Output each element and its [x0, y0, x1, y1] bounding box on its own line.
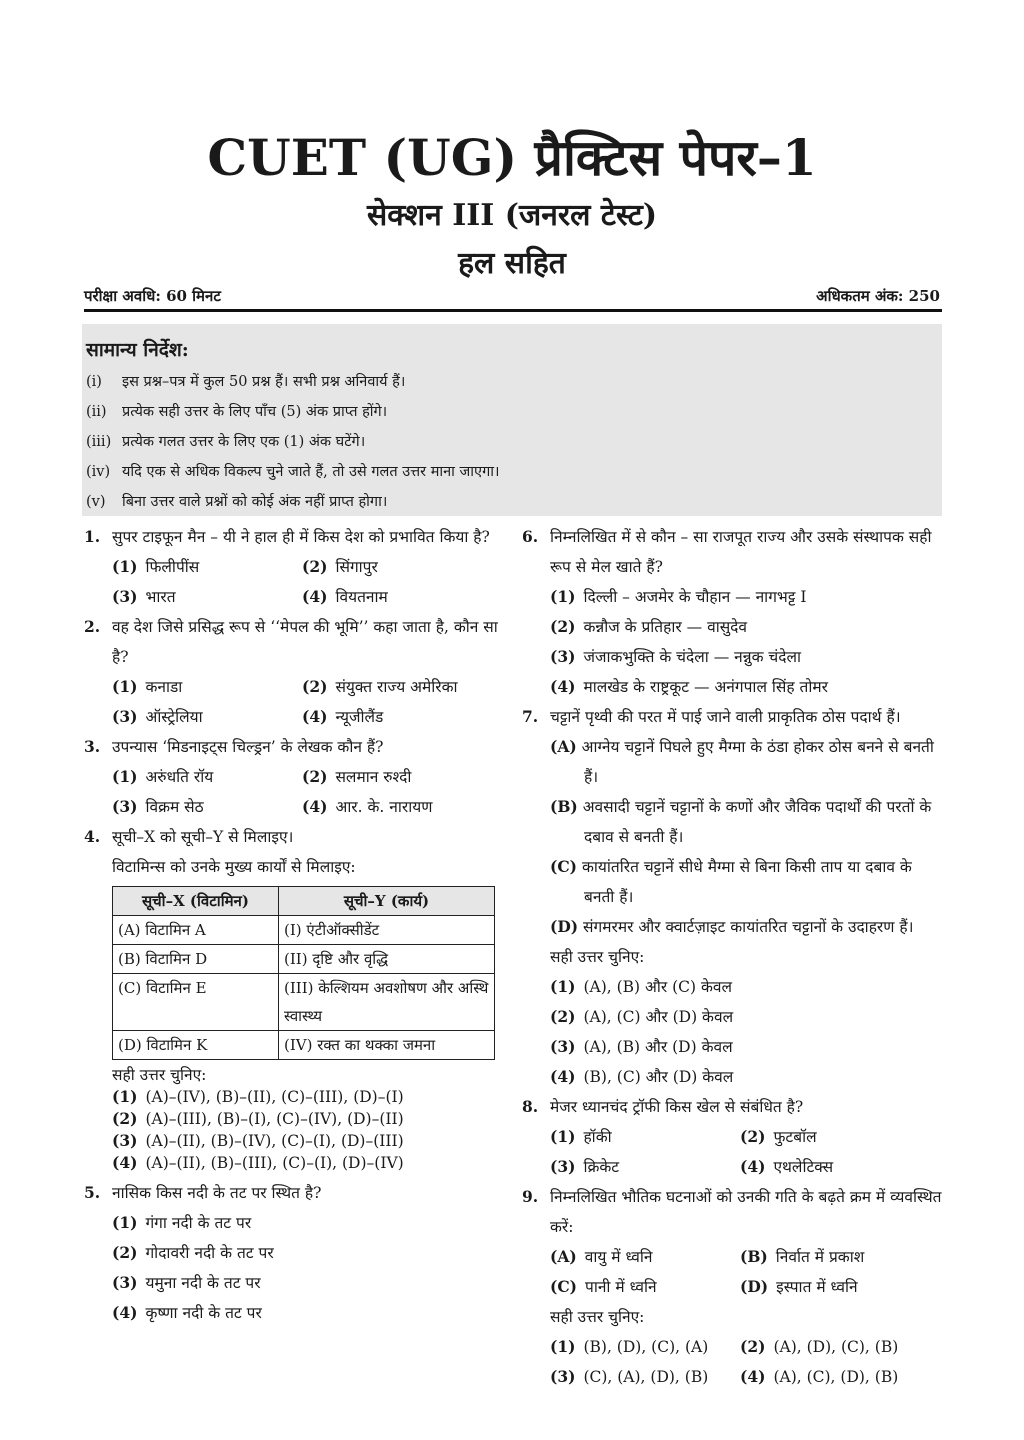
exam-duration: परीक्षा अवधि: 60 मिनट [84, 287, 221, 305]
table-header: सूची–Y (कार्य) [279, 887, 495, 916]
option[interactable]: (2) (A), (C) और (D) केवल [550, 1007, 734, 1026]
option[interactable]: (2) गोदावरी नदी के तट पर [112, 1243, 274, 1262]
question-9: 9. निम्नलिखित भौतिक घटनाओं को उनकी गति के बढ़ते क्रम में व्यवस्थित करें: (A) वायु में ध्वनि (B) निर्वात में प्रकाश (C) पानी में ध्वनि (D) इस्पात में ध्वनि सही उत्तर चुनिए: (1) (B), (D), (C), (A) (2) (A), (D), (C), (B) (3) (C), (A), (D), (B) (4) (A), (C), (D), (B) [522, 1182, 946, 1392]
option[interactable]: (4) मालखेड के राष्ट्रकूट — अनंगपाल सिंह तोमर [550, 677, 828, 696]
question-text: नासिक किस नदी के तट पर स्थित है? [112, 1184, 322, 1202]
option[interactable]: (4) कृष्णा नदी के तट पर [112, 1303, 262, 1322]
option[interactable]: (3) क्रिकेट [550, 1157, 620, 1176]
option[interactable]: (3) (A), (B) और (D) केवल [550, 1037, 733, 1056]
option[interactable]: (1) (A)–(IV), (B)–(II), (C)–(III), (D)–(I) [112, 1087, 404, 1106]
question-7: 7. चट्टानें पृथ्वी की परत में पाई जाने वाली प्राकृतिक ठोस पदार्थ हैं। (A) आग्नेय चट्टानें पिघले हुए मैग्मा के ठंडा होकर ठोस बनने से बनती हैं। (B) अवसादी चट्टानें चट्टानों के कणों और जैविक पदार्थों की परतों के दबाव से बनती हैं। (C) कायांतरित चट्टानें सीधे मैग्मा से बिना किसी ताप या दबाव के बनती हैं। (D) संगमरमर और क्वार्टज़ाइट कायांतरित चट्टानों के उदाहरण हैं। सही उत्तर चुनिए: (1) (A), (B) और (C) केवल (2) (A), (C) और (D) केवल (3) (A), (B) और (D) केवल (4) (B), (C) और (D) केवल [522, 702, 946, 1092]
option[interactable]: (1) हॉकी [550, 1127, 612, 1146]
instruction-item: (ii) प्रत्येक सही उत्तर के लिए पाँच (5) अंक प्राप्त होंगे। [86, 404, 388, 420]
item: (A) वायु में ध्वनि [550, 1247, 653, 1266]
option[interactable]: (2) संयुक्त राज्य अमेरिका [302, 677, 458, 696]
item: (B) निर्वात में प्रकाश [740, 1247, 865, 1266]
option[interactable]: (1) फिलीपींस [112, 557, 200, 576]
question-2: 2. वह देश जिसे प्रसिद्ध रूप से ‘‘मेपल की भूमि’’ कहा जाता है, कौन सा है? (1) कनाडा (2) संयुक्त राज्य अमेरिका (3) ऑस्ट्रेलिया (4) न्यूजीलैंड [84, 612, 504, 732]
option[interactable]: (3) जंजाकभुक्ति के चंदेला — नन्नुक चंदेला [550, 647, 802, 666]
table-row: (A) विटामिन A (I) एंटीऑक्सीडेंट [113, 916, 495, 945]
option[interactable]: (3) यमुना नदी के तट पर [112, 1273, 261, 1292]
answer-prompt: सही उत्तर चुनिए: [550, 1308, 645, 1326]
page-title: CUET (UG) प्रैक्टिस पेपर–1 [207, 128, 817, 187]
question-subtext: विटामिन्स को उनके मुख्य कार्यों से मिलाइए: [112, 858, 356, 876]
section-title: सेक्शन III (जनरल टेस्ट) [366, 198, 658, 233]
instruction-item: (v) बिना उत्तर वाले प्रश्नों को कोई अंक नहीं प्राप्त होगा। [86, 494, 388, 510]
option[interactable]: (2) सिंगापुर [302, 557, 378, 576]
item: (C) पानी में ध्वनि [550, 1277, 657, 1296]
option[interactable]: (1) कनाडा [112, 677, 183, 696]
question-text: मेजर ध्यानचंद ट्रॉफी किस खेल से संबंधित है? [550, 1098, 804, 1116]
option[interactable]: (4) वियतनाम [302, 587, 388, 606]
question-4: 4. सूची–X को सूची–Y से मिलाइए। विटामिन्स को उनके मुख्य कार्यों से मिलाइए: सूची–X (विटामिन) सूची–Y (कार्य) (A) विटामिन A (I) एंटीऑक्सीडेंट (B) विटामिन D (II) दृष्टि और वृद्धि (C) विटामिन E (III) केल्शियम अवशोषण और अस्थि स्वास्थ्य (D) विटामिन K (IV) रक्त का थक्का जमना सही उत्तर चुनिए: (1) (A)–(IV), (B)–(II), (C)–(III), (D)–(I) (2) (A)–(III), (B)–(I), (C)–(IV), (D)–(II) (3) (A)–(II), (B)–(IV), (C)–(I), (D)–(III) (4) (A)–(II), (B)–(III), (C)–(I), (D)–(IV) [84, 822, 504, 1174]
left-column [84, 522, 504, 1328]
match-table [112, 886, 495, 1060]
option[interactable]: (4) एथलेटिक्स [740, 1157, 834, 1176]
option[interactable]: (3) ऑस्ट्रेलिया [112, 707, 203, 726]
option[interactable]: (2) (A), (D), (C), (B) [740, 1337, 899, 1356]
option[interactable]: (2) फुटबॉल [740, 1127, 817, 1146]
question-text: निम्नलिखित भौतिक घटनाओं को उनकी गति के बढ़ते क्रम में व्यवस्थित करें: [550, 1188, 942, 1236]
option[interactable]: (4) आर. के. नारायण [302, 797, 433, 816]
question-text: वह देश जिसे प्रसिद्ध रूप से ‘‘मेपल की भूमि’’ कहा जाता है, कौन सा है? [112, 618, 498, 666]
option[interactable]: (1) (B), (D), (C), (A) [550, 1337, 709, 1356]
instruction-item: (iv) यदि एक से अधिक विकल्प चुने जाते हैं, तो उसे गलत उत्तर माना जाएगा। [86, 464, 500, 480]
answer-prompt: सही उत्तर चुनिए: [112, 1066, 207, 1084]
option[interactable]: (3) (A)–(II), (B)–(IV), (C)–(I), (D)–(III) [112, 1131, 404, 1150]
question-text: उपन्यास ‘मिडनाइट्स चिल्ड्रन’ के लेखक कौन हैं? [112, 738, 384, 756]
subtitle: हल सहित [458, 246, 566, 281]
option[interactable]: (4) (A), (C), (D), (B) [740, 1367, 899, 1386]
option[interactable]: (1) गंगा नदी के तट पर [112, 1213, 252, 1232]
question-text: चट्टानें पृथ्वी की परत में पाई जाने वाली प्राकृतिक ठोस पदार्थ हैं। [550, 708, 901, 726]
option[interactable]: (2) (A)–(III), (B)–(I), (C)–(IV), (D)–(II) [112, 1109, 404, 1128]
option[interactable]: (2) कन्नौज के प्रतिहार — वासुदेव [550, 617, 748, 636]
question-3: 3. उपन्यास ‘मिडनाइट्स चिल्ड्रन’ के लेखक कौन हैं? (1) अरुंधति रॉय (2) सलमान रुश्दी (3) विक्रम सेठ (4) आर. के. नारायण [84, 732, 504, 822]
question-1: 1. सुपर टाइफून मैन – यी ने हाल ही में किस देश को प्रभावित किया है? (1) फिलीपींस (2) सिंगापुर (3) भारत (4) वियतनाम [84, 522, 504, 612]
statement: (B) अवसादी चट्टानें चट्टानों के कणों और जैविक पदार्थों की परतों के दबाव से बनती हैं। [550, 797, 932, 846]
item: (D) इस्पात में ध्वनि [740, 1277, 858, 1296]
question-text: सुपर टाइफून मैन – यी ने हाल ही में किस देश को प्रभावित किया है? [112, 528, 490, 546]
option[interactable]: (4) न्यूजीलैंड [302, 707, 384, 726]
question-8: 8. मेजर ध्यानचंद ट्रॉफी किस खेल से संबंधित है? (1) हॉकी (2) फुटबॉल (3) क्रिकेट (4) एथलेटिक्स [522, 1092, 946, 1182]
instructions-box [82, 324, 942, 516]
instruction-item: (i) इस प्रश्न–पत्र में कुल 50 प्रश्न हैं। सभी प्रश्न अनिवार्य हैं। [86, 374, 406, 390]
max-marks: अधिकतम अंक: 250 [816, 287, 940, 305]
question-6: 6. निम्नलिखित में से कौन – सा राजपूत राज्य और उसके संस्थापक सही रूप से मेल खाते हैं? (1) दिल्ली – अजमेर के चौहान — नागभट्ट I (2) कन्नौज के प्रतिहार — वासुदेव (3) जंजाकभुक्ति के चंदेला — नन्नुक चंदेला (4) मालखेड के राष्ट्रकूट — अनंगपाल सिंह तोमर [522, 522, 946, 702]
statement: (C) कायांतरित चट्टानें सीधे मैग्मा से बिना किसी ताप या दबाव के बनती हैं। [550, 857, 912, 906]
option[interactable]: (1) (A), (B) और (C) केवल [550, 977, 733, 996]
answer-prompt: सही उत्तर चुनिए: [550, 948, 645, 966]
option[interactable]: (3) भारत [112, 587, 176, 606]
option[interactable]: (2) सलमान रुश्दी [302, 767, 412, 786]
question-text: सूची–X को सूची–Y से मिलाइए। [112, 828, 294, 846]
option[interactable]: (1) अरुंधति रॉय [112, 767, 214, 786]
right-column [522, 522, 946, 1392]
instructions-title: सामान्य निर्देश: [86, 339, 189, 361]
question-5: 5. नासिक किस नदी के तट पर स्थित है? (1) गंगा नदी के तट पर (2) गोदावरी नदी के तट पर (3) यमुना नदी के तट पर (4) कृष्णा नदी के तट पर [84, 1178, 504, 1328]
table-row: (D) विटामिन K (IV) रक्त का थक्का जमना [113, 1031, 495, 1060]
table-row: (B) विटामिन D (II) दृष्टि और वृद्धि [113, 945, 495, 974]
statement: (A) आग्नेय चट्टानें पिघले हुए मैग्मा के ठंडा होकर ठोस बनने से बनती हैं। [550, 737, 934, 786]
option[interactable]: (3) (C), (A), (D), (B) [550, 1367, 709, 1386]
instruction-item: (iii) प्रत्येक गलत उत्तर के लिए एक (1) अंक घटेंगे। [86, 434, 366, 450]
table-row: (C) विटामिन E (III) केल्शियम अवशोषण और अस्थि स्वास्थ्य [113, 974, 495, 1031]
option[interactable]: (3) विक्रम सेठ [112, 797, 204, 816]
option[interactable]: (1) दिल्ली – अजमेर के चौहान — नागभट्ट I [550, 587, 807, 606]
option[interactable]: (4) (A)–(II), (B)–(III), (C)–(I), (D)–(IV) [112, 1153, 404, 1172]
header-divider [84, 309, 942, 312]
table-header: सूची–X (विटामिन) [113, 887, 279, 916]
statement: (D) संगमरमर और क्वार्टज़ाइट कायांतरित चट्टानों के उदाहरण हैं। [550, 917, 914, 936]
question-text: निम्नलिखित में से कौन – सा राजपूत राज्य और उसके संस्थापक सही रूप से मेल खाते हैं? [550, 528, 932, 576]
option[interactable]: (4) (B), (C) और (D) केवल [550, 1067, 734, 1086]
